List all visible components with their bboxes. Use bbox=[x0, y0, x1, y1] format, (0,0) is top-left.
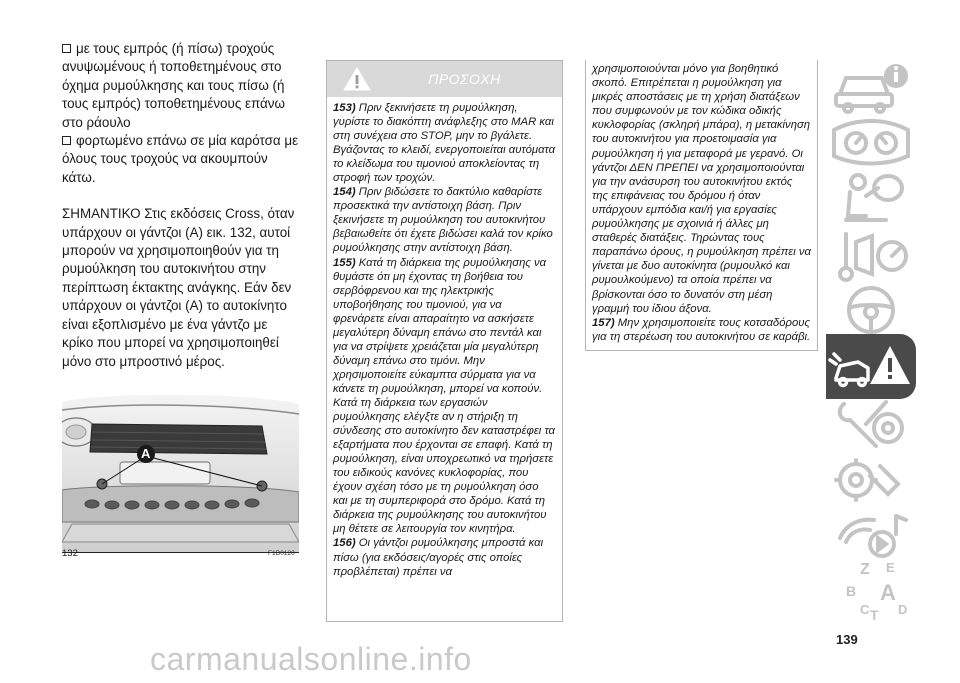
figure-number: 132 bbox=[62, 548, 78, 559]
warning-text: Οι γάντζοι ρυμούλκησης μπροστά και πίσω (για εκδόσεις/αγορές στις οποίες προβλέπεται) πρέπει να bbox=[333, 537, 544, 578]
warning-item-153 bbox=[333, 101, 556, 185]
important-paragraph: ΣΗΜΑΝΤΙΚΟ Στις εκδόσεις Cross, όταν υπάρχουν οι γάντζοι (A) εικ. 132, αυτοί μπορούν να χρησιμοποιηθούν για τη ρυμούλκηση του αυτοκινήτου στην περίπτωση έκτακτης ανάγκης. Εάν δεν υπάρχουν οι γάντζοι (A) το αυτοκίνητο είναι εξοπλισμένο με ένα γάντζο με κρίκο που μπορεί να χρησιμοποιηθεί μόνο στο μπροστινό μέρος. bbox=[62, 206, 295, 369]
warning-item-154 bbox=[333, 185, 556, 255]
index-letter: A bbox=[880, 580, 896, 605]
warning-text: Κατά τη διάρκεια της ρυμούλκησης να θυμάστε ότι μη έχοντας τη βοήθεια του σερβόφρενου και της ηλεκτρικής υποβοήθησης του τιμονιού, για να φρενάρετε είναι απαραίτητο να ασκήσετε μεγαλύτερη δύναμη επάνω στο πεντάλ και για να στρίψετε χρειάζεται μία μεγαλύτερη δύναμη επάνω στο τιμόνι. Μην χρησιμοποιείτε εύκαμπτα σύρματα για να κάνετε τη ρυμούλκηση, μπορεί να κοπούν. Κατά τη διάρκεια των εργασιών ρυμούλκησης ελέγξτε αν η στήριξη τη σύνδεσης στο αυτοκίνητο δεν καταστρέφει τα εξαρτήματα που έρχονται σε επαφή. Κατά τη ρυμούλκηση, είναι υποχρεωτικό να τηρήσετε του ειδικούς κανόνες κυκλοφορίας, που έχουν σχέση τόσο με τη ρυμούλκηση όσο και με τη συμπεριφορά στο δρόμο. Κατά τη διάρκεια της ρυμούλκησης του αυτοκινήτου μη θέτετε σε λειτουργία τον κινητήρα. bbox=[333, 256, 555, 536]
warning-item-156 bbox=[333, 536, 556, 578]
bullet-text-1: με τους εμπρός (ή πίσω) τροχούς ανυψωμένους ή τοποθετημένους στο όχημα ρυμούλκησης και τους πίσω (ή τους εμπρός) τοποθετημένους επάνω στο ράουλο bbox=[62, 41, 285, 130]
index-letter: T bbox=[870, 607, 879, 623]
watermark: carmanualsonline.info bbox=[150, 641, 472, 677]
checkbox-bullet-icon bbox=[62, 44, 71, 53]
tab-index[interactable] bbox=[826, 558, 916, 623]
warning-box bbox=[326, 60, 563, 622]
warning-body bbox=[327, 97, 562, 579]
continuation-text: χρησιμοποιούνται μόνο για βοηθητικό σκοπό. Επιτρέπεται η ρυμούλκηση για μικρές αποστάσεις με τη χρήση διατάξεων που συμφωνούν με τον κώδικα οδικής κυκλοφορίας (σκληρή μπάρα), η μετακίνηση του αυτοκινήτου για προετοιμασία για ρυμούλκηση ή για μεταφορά με γερανό. Οι γάντζοι ΔΕΝ ΠΡΕΠΕΙ να χρησιμοποιούνται για την ανάσυρση του αυτοκινήτου εκτός της επιφάνειας του δρόμου ή όταν υπάρχουν εμπόδια και/ή για εργασίες ρυμούλκησης με σχοινιά ή άλλες μη σταθερές διατάξεις. Τηρώντας τους παραπάνω όρους, η ρυμούλκηση πρέπει να γίνεται με δυο αυτοκίνητα (ρυμουλκό και ρυμουλκούμενο) τα οποία πρέπει να βρίσκονται όσο το δυνατόν στη μέση γραμμή του ίδιου άξονα. bbox=[592, 63, 811, 315]
warning-item-155 bbox=[333, 256, 556, 537]
index-alphabet-icon bbox=[826, 558, 916, 623]
chapter-tabs-sidebar bbox=[826, 54, 916, 623]
callout-label-a: A bbox=[141, 446, 151, 461]
bullet-item-2 bbox=[62, 132, 300, 187]
index-letter: B bbox=[846, 583, 857, 599]
index-letter: D bbox=[898, 602, 908, 617]
warning-text: Πριν βιδώσετε το δακτύλιο καθαρίστε προσεκτικά την αντίστοιχη βάση. Πριν ξεκινήσετε τη ρυμούλκηση του αυτοκινήτου βεβαιωθείτε ότι έχετε βιδώσει καλά τον κρίκο ρυμούλκησης στην αντίστοιχη βάση. bbox=[333, 186, 553, 255]
car-front-illustration bbox=[62, 392, 299, 553]
left-column bbox=[62, 40, 300, 371]
bullet-item-1 bbox=[62, 40, 300, 132]
warning-item-157 bbox=[592, 316, 811, 344]
warning-number: 155) bbox=[333, 256, 356, 269]
warning-number: 157) bbox=[592, 316, 615, 329]
figure-132-car-front bbox=[62, 392, 299, 553]
warning-continuation-box bbox=[585, 60, 818, 351]
warning-text: Μην χρησιμοποιείτε τους κοτσαδόρους για τη στερέωση του αυτοκινήτου σε καράβι. bbox=[592, 316, 811, 343]
warning-number: 153) bbox=[333, 102, 356, 114]
index-letter: E bbox=[886, 560, 895, 575]
warning-number: 154) bbox=[333, 186, 356, 199]
warning-title: ΠΡΟΣΟΧΗ bbox=[428, 71, 501, 87]
page-number: 139 bbox=[836, 632, 858, 647]
warning-header bbox=[327, 61, 562, 97]
checkbox-bullet-icon bbox=[62, 136, 71, 145]
figure-code: F1D0120 bbox=[268, 550, 295, 557]
warning-text: Πριν ξεκινήσετε τη ρυμούλκηση, γυρίστε το διακόπτη ανάφλεξης στο MAR και στη συνέχεια στο STOP, μην το βγάλετε. Βγάζοντας το κλειδί, ενεργοποιείται αυτόματα το κλείδωμα του τιμονιού αποκλείοντας τη στροφή των τροχών. bbox=[333, 102, 556, 185]
index-letter: Z bbox=[860, 561, 870, 578]
index-letter: C bbox=[860, 602, 870, 617]
warning-number: 156) bbox=[333, 537, 356, 550]
bullet-text-2: φορτωμένο επάνω σε μία καρότσα με όλους τους τροχούς να ακουμπούν κάτω. bbox=[62, 133, 299, 185]
